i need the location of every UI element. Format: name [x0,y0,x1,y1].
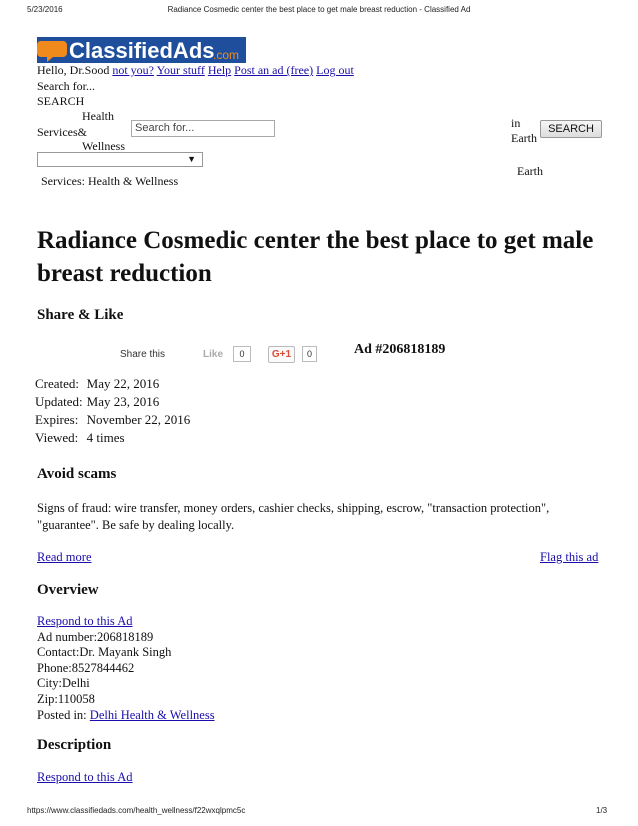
category-select[interactable] [37,152,203,167]
meta-row-updated [35,393,194,411]
respond-link-2[interactable]: Respond to this Ad [37,770,133,784]
greeting: Hello, Dr.Sood [37,63,110,77]
meta-value: May 22, 2016 [86,376,160,391]
posted-in-link[interactable]: Delhi Health & Wellness [89,707,215,722]
zip: Zip:110058 [37,691,95,706]
print-url: https://www.classifiedads.com/health_wellness/f22wxqlpmc5c [27,806,246,815]
print-page: 1/3 [596,806,608,815]
location-label: Earth [511,131,537,145]
city: City:Delhi [37,676,90,691]
chevron-down-icon: ▼ [187,154,196,164]
help-link[interactable]: Help [207,63,232,77]
overview-heading: Overview [37,582,99,598]
not-you-link[interactable]: not you? [112,63,155,77]
gplus-count: 0 [302,346,317,362]
description-heading: Description [37,737,112,753]
respond-link[interactable]: Respond to this Ad [37,614,133,628]
meta-value: 4 times [86,430,125,445]
share-heading: Share & Like [37,307,124,323]
scams-heading: Avoid scams [37,466,117,482]
search-button[interactable]: SEARCH [540,120,602,138]
post-ad-link[interactable]: Post an ad (free) [234,63,314,77]
logout-link[interactable]: Log out [316,63,354,77]
logo-tld: .com [213,48,240,62]
your-stuff-link[interactable]: Your stuff [156,63,205,77]
search-input[interactable]: Search for... [131,120,275,137]
overview-list [37,614,215,723]
selected-category: Services: Health & Wellness [41,174,179,188]
like-count: 0 [233,346,251,362]
meta-row-expires [35,411,194,429]
posted-in-label: Posted in: [37,707,87,722]
search-label: SEARCH [37,94,85,108]
gplus-button[interactable]: G+1 [268,346,295,363]
like-button[interactable]: Like [203,349,224,360]
flag-ad-link[interactable]: Flag this ad [540,550,599,564]
meta-label: Updated: [35,394,83,409]
site-logo[interactable] [37,37,246,63]
search-for-label: Search for... [37,79,95,93]
print-date: 5/23/2016 [27,5,63,14]
ad-number: Ad number:206818189 [37,629,154,644]
page-title: Radiance Cosmedic center the best place to get male breast reduction [37,227,594,287]
logo-text: ClassifiedAds [69,38,215,63]
category-wellness: Wellness [82,139,126,153]
print-title: Radiance Cosmedic center the best place to get male breast reduction - Classified Ad [167,5,471,14]
category-services: Services& [37,125,87,139]
share-this-button[interactable]: Share this [120,349,166,360]
user-nav [37,63,354,78]
read-more-link[interactable]: Read more [37,550,92,564]
phone: Phone:8527844462 [37,660,135,675]
contact: Contact:Dr. Mayank Singh [37,645,172,660]
meta-label: Created: [35,376,80,391]
meta-label: Viewed: [35,430,79,445]
meta-value: May 23, 2016 [86,394,160,409]
category-health: Health [82,109,114,123]
meta-value: November 22, 2016 [86,412,191,427]
meta-row-created [35,375,194,393]
in-label: in [511,116,521,130]
location-label-2: Earth [517,164,543,178]
meta-row-viewed [35,429,194,447]
share-bar [120,346,320,364]
meta-label: Expires: [35,412,79,427]
scams-text: Signs of fraud: wire transfer, money orders, cashier checks, shipping, escrow, "transaction protection", "guarantee". Be safe by dealing locally. [37,501,550,532]
ad-number-heading: Ad #206818189 [354,342,446,357]
ad-meta-table [35,375,194,447]
